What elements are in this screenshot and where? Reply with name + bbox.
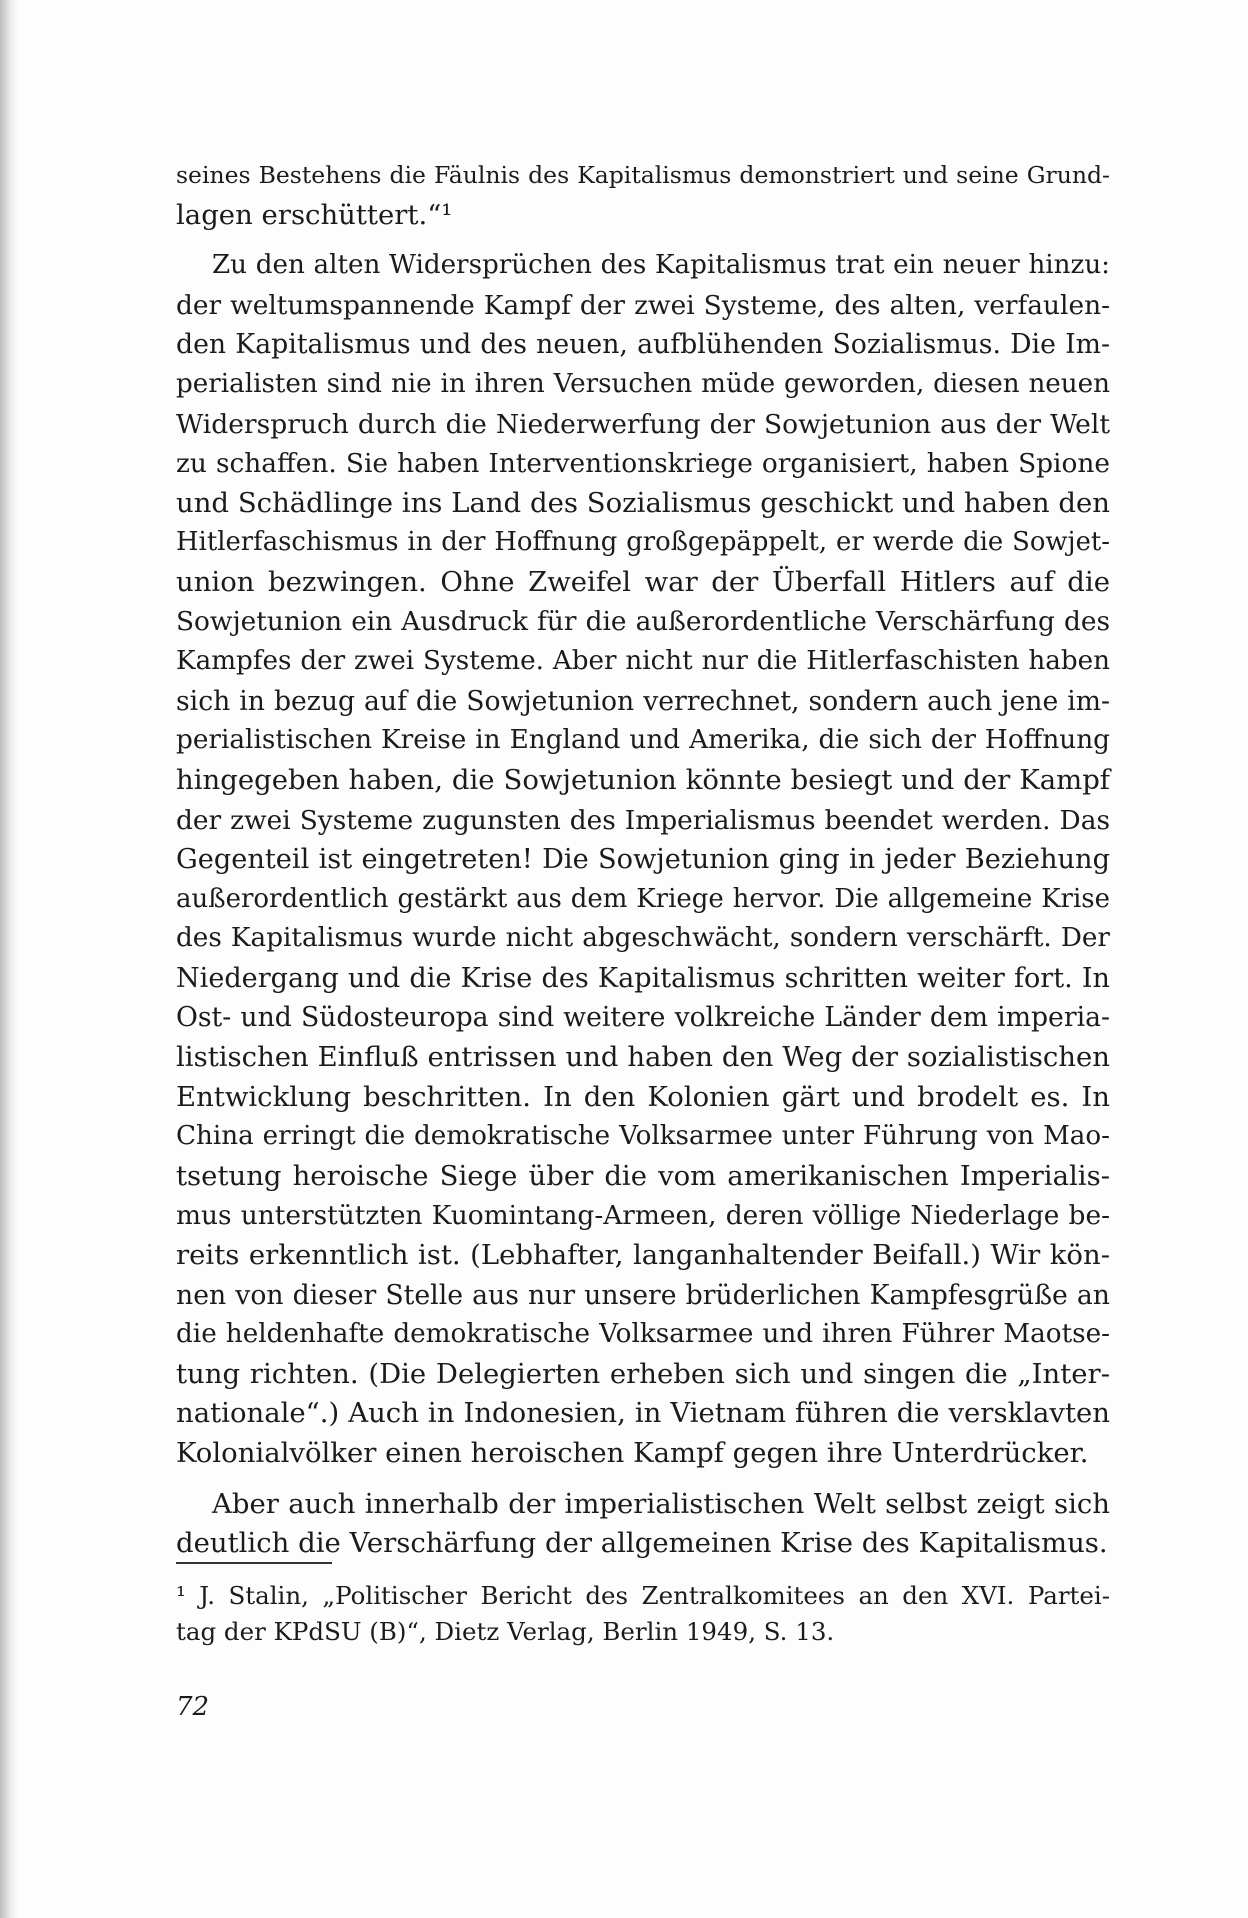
paragraph-gap	[176, 1474, 1110, 1485]
paragraph	[176, 1485, 1110, 1564]
text-line: Entwicklung beschritten. In den Kolonien gärt und brodelt es. In	[176, 1080, 1110, 1113]
paragraph	[176, 156, 1110, 235]
text-line: Zu den alten Widersprüchen des Kapitalismus trat ein neuer hinzu:	[212, 250, 1110, 281]
text-line: außerordentlich gestärkt aus dem Kriege hervor. Die allgemeine Krise	[176, 883, 1110, 914]
text-line: und Schädlinge ins Land des Sozialismus geschickt und haben den	[176, 486, 1110, 519]
text-line: Kampfes der zwei Systeme. Aber nicht nur die Hitlerfaschisten haben	[176, 646, 1110, 677]
text-line: lagen erschüttert.“¹	[176, 198, 453, 231]
text-line: der weltumspannende Kampf der zwei Systeme, des alten, verfaulen-	[176, 289, 1110, 321]
text-line: Widerspruch durch die Niederwerfung der Sowjetunion aus der Welt	[176, 408, 1110, 440]
text-line: tsetung heroische Siege über die vom amerikanischen Imperialis-	[176, 1159, 1110, 1192]
text-line: Hitlerfaschismus in der Hoffnung großgepäppelt, er werde die Sowjet-	[176, 527, 1110, 558]
footnote-line: ¹ J. Stalin, „Politischer Bericht des Zentralkomitees an den XVI. Partei-	[176, 1581, 1110, 1610]
text-line: Kolonialvölker einen heroischen Kampf gegen ihre Unterdrücker.	[176, 1437, 1089, 1469]
footnote-line: tag der KPdSU (B)“, Dietz Verlag, Berlin 1949, S. 13.	[176, 1617, 835, 1646]
text-line: hingegeben haben, die Sowjetunion könnte besiegt und der Kampf	[176, 763, 1110, 796]
text-line: nationale“.) Auch in Indonesien, in Vietnam führen die versklavten	[176, 1397, 1110, 1430]
paragraph	[176, 246, 1110, 1473]
text-line: union bezwingen. Ohne Zweifel war der Überfall Hitlers auf die	[176, 565, 1110, 598]
text-line: die heldenhafte demokratische Volksarmee und ihren Führer Maotse-	[176, 1319, 1110, 1350]
text-line: Niedergang und die Krise des Kapitalismus schritten weiter fort. In	[176, 962, 1110, 994]
text-line: listischen Einfluß entrissen und haben den Weg der sozialistischen	[176, 1041, 1110, 1074]
footnote-divider	[176, 1562, 332, 1564]
text-line: mus unterstützten Kuomintang-Armeen, deren völlige Niederlage be-	[176, 1200, 1110, 1232]
text-line: seines Bestehens die Fäulnis des Kapitalismus demonstriert und seine Grund-	[176, 161, 1110, 189]
text-line: sich in bezug auf die Sowjetunion verrechnet, sondern auch jene im-	[176, 685, 1110, 717]
text-line: deutlich die Verschärfung der allgemeinen Krise des Kapitalismus.	[176, 1527, 1108, 1560]
text-line: den Kapitalismus und des neuen, aufblühenden Sozialismus. Die Im-	[176, 329, 1110, 361]
text-line: reits erkenntlich ist. (Lebhafter, langanhaltender Beifall.) Wir kön-	[176, 1239, 1110, 1272]
page-gutter-shadow	[0, 0, 18, 1918]
text-line: China erringt die demokratische Volksarmee unter Führung von Mao-	[176, 1121, 1110, 1152]
body-text	[176, 156, 1110, 1564]
text-line: perialisten sind nie in ihren Versuchen müde geworden, diesen neuen	[176, 368, 1110, 399]
text-line: Gegenteil ist eingetreten! Die Sowjetunion ging in jeder Beziehung	[176, 844, 1110, 876]
text-line: Sowjetunion ein Ausdruck für die außerordentliche Verschärfung des	[176, 606, 1110, 637]
text-line: tung richten. (Die Delegierten erheben sich und singen die „Inter-	[176, 1357, 1110, 1390]
text-line: perialistischen Kreise in England und Amerika, die sich der Hoffnung	[176, 725, 1110, 756]
footnote	[176, 1578, 1110, 1650]
paragraph-gap	[176, 235, 1110, 246]
text-line: Aber auch innerhalb der imperialistischen Welt selbst zeigt sich	[212, 1487, 1110, 1520]
text-line: Ost- und Südosteuropa sind weitere volkreiche Länder dem imperia-	[176, 1002, 1110, 1034]
text-line: des Kapitalismus wurde nicht abgeschwächt, sondern verschärft. Der	[176, 923, 1110, 954]
text-line: nen von dieser Stelle aus nur unsere brüderlichen Kampfesgrüße an	[176, 1279, 1110, 1311]
text-line: zu schaffen. Sie haben Interventionskriege organisiert, haben Spione	[176, 448, 1110, 480]
text-line: der zwei Systeme zugunsten des Imperialismus beendet werden. Das	[176, 804, 1110, 836]
page-number: 72	[176, 1692, 210, 1722]
